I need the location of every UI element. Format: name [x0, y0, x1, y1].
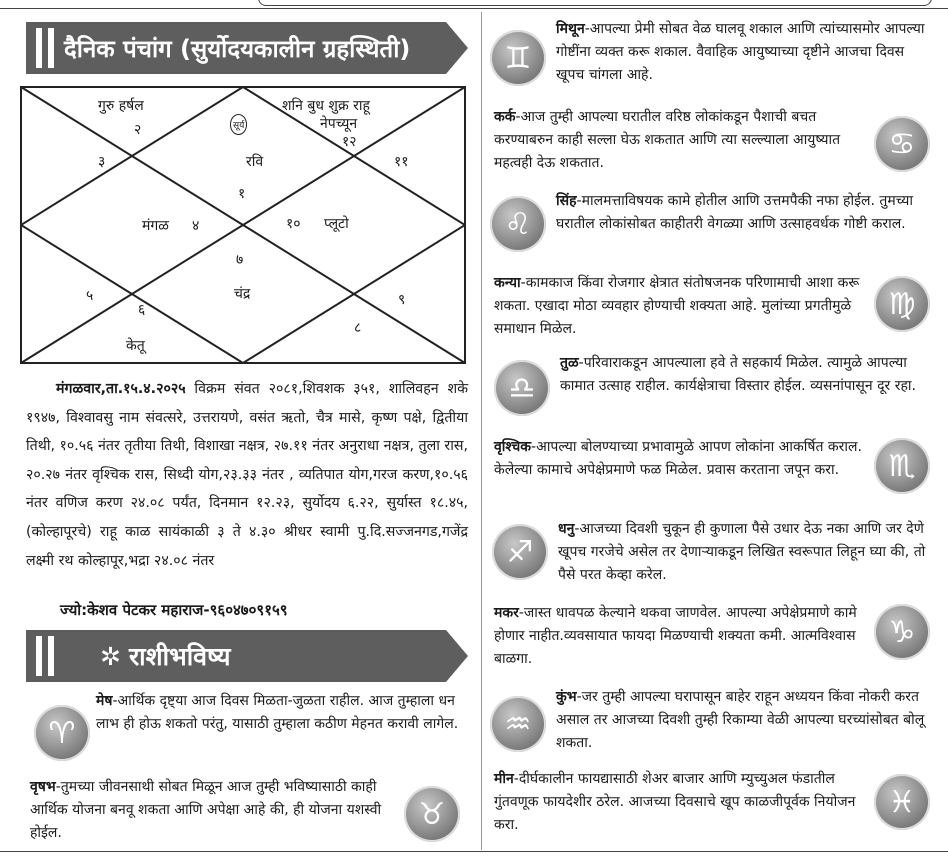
chart-chandra: चंद्र [234, 286, 251, 302]
rashi-name: वृश्चिक [494, 439, 532, 455]
rashi-text: आपल्या बोलण्याच्या प्रभावामुळे आपण लोकांना आकर्षित कराल. केलेल्या कामाचे अपेक्षेप्रमाणे फळ मिळेल. प्रवास करताना जपून करा. [494, 439, 862, 478]
chart-mangal: मंगळ [142, 218, 169, 234]
rashi-name: मीन [494, 771, 514, 787]
panchang-banner [26, 22, 446, 74]
rashi-mesh: मेष-आर्थिक दृष्ट्या आज दिवस मिळता-जुळता राहील. आज तुम्हाला धन लाभ ही होऊ शकतो परंतु, यासाठी तुम्हाला कठीण मेहनत करावी लागेल. [96, 693, 459, 732]
water-bearer-icon: ♒ [490, 696, 546, 752]
rashi-text: मालमत्ताविषयक कामे होतील आणि उत्तमपैकी नफा होईल. तुमच्या घरातील लोकांसोबत काहीतरी वेगळ्या आणि उत्साहवर्धक गोष्टी कराल. [556, 193, 914, 232]
lion-icon: ♌ [490, 196, 546, 252]
chart-house-2: २ [134, 122, 142, 138]
scorpion-icon: ♏ [874, 438, 930, 494]
chart-ketu: केतू [126, 338, 145, 354]
chart-ravi: रवि [246, 154, 264, 170]
rashi-banner [26, 630, 446, 682]
fish-icon: ♓ [874, 774, 930, 830]
chart-house-6: ६ [138, 302, 146, 318]
rashi-name: तुळ [560, 355, 579, 371]
rashi-tul: तुळ-परिवाराकडून आपल्याला हवे ते सहकार्य मिळेल. त्यामुळे आपल्या कामात उत्साह राहील. कार्यक्षेत्राचा विस्तार होईल. व्यसनांपासून दूर रहा. [560, 355, 916, 394]
chart-house-8: ८ [354, 320, 362, 336]
column-divider [481, 12, 482, 850]
rashi-meen: मीन-दीर्घकालीन फायद्यासाठी शेअर बाजार आणि म्युच्युअल फंडातील गुंतवणूक फायदेशीर ठरेल. आजच्या दिवसाचे खूप काळजीपूर्वक नियोजन करा. [494, 771, 856, 833]
rashi-sinh: सिंह-मालमत्ताविषयक कामे होतील आणि उत्तमपैकी नफा होईल. तुमच्या घरातील लोकांसोबत काहीतरी वेगळ्या आणि उत्साहवर्धक गोष्टी कराल. [556, 193, 914, 232]
chart-pluto: प्लूटो [324, 216, 349, 232]
rashi-text: तुमच्या जीवनसाथी सोबत मिळून आज तुम्ही भविष्यासाठी काही आर्थिक योजना बनवू शकता आणि अपेक्षा आहे की, ही योजना यशस्वी होईल. [30, 779, 382, 841]
chart-house-5: ५ [86, 288, 94, 304]
scales-icon: ♎ [494, 360, 550, 416]
rashi-name: वृषभ [30, 779, 56, 795]
chart-house-1: १ [238, 186, 246, 202]
chart-top-right-planets: शनि बुध शुक्र राहू [282, 98, 370, 114]
rashi-text: आजच्या दिवशी चुकून ही कुणाला पैसे उधार देऊ नका आणि जर देणे खूपच गरजेचे असेल तर देणाऱ्याकडून लिखित स्वरूपात लिहून घ्या की, तो पैसे परत केव्हा करेल. [558, 521, 926, 583]
rashi-kark: कर्क-आज तुम्ही आपल्या घरातील वरिष्ठ लोकांकडून पैशाची बचत करण्याबरुन काही सल्ला घेऊ शकतात आणि त्या सल्ल्याला आयुष्यात महत्वही देऊ शकतात. [494, 109, 841, 171]
panchang-heading: दैनिक पंचांग (सुर्योदयकालीन ग्रहस्थिती) [64, 34, 411, 63]
ram-icon: ♈ [34, 705, 90, 761]
bottom-rule [0, 851, 948, 852]
panchang-date: मंगळवार,ता.१५.४.२०२५ [56, 381, 186, 397]
archer-icon: ♐ [492, 524, 548, 580]
rashi-name: सिंह [556, 193, 577, 209]
rashi-name: कर्क [494, 109, 516, 125]
rashi-text: परिवाराकडून आपल्याला हवे ते सहकार्य मिळेल. त्यामुळे आपल्या कामात उत्साह राहील. कार्यक्षेत्राचा विस्तार होईल. व्यसनांपासून दूर रहा. [560, 355, 916, 394]
chart-top-left-planets: गुरु हर्षल [98, 98, 144, 114]
chart-house-9: ९ [398, 292, 406, 308]
rashi-heading: राशीभविष्य [128, 642, 231, 671]
bull-icon: ♉ [404, 786, 460, 842]
rashi-text: जर तुम्ही आपल्या घरापासून बाहेर राहून अध्ययन किंवा नोकरी करत असाल तर आजच्या दिवशी तुम्ही रिकाम्या वेळी आपल्या घरच्यांसोबत बोलू शकता. [556, 689, 925, 751]
chart-house-10: १० [286, 216, 301, 232]
rashi-name: मिथून [556, 21, 585, 37]
rashi-mithun: मिथून-आपल्या प्रेमी सोबत वेळ घालवू शकाल आणि त्यांच्यासमोर आपल्या गोष्टींना व्यक्त करू शकाल. वैवाहिक आयुष्याच्या दृष्टीने आजचा दिवस खूपच चांगला आहे. [556, 21, 925, 83]
banner-bars [36, 636, 54, 676]
rashi-text: जास्त धावपळ केल्याने थकवा जाणवेल. आपल्या अपेक्षेप्रमाणे कामे होणार नाहीत.व्यवसायात फायदा मिळण्याची शक्यता कमी. आत्मविश्वास बाळगा. [494, 605, 857, 667]
rashi-vrishabh: वृषभ-तुमच्या जीवनसाथी सोबत मिळून आज तुम्ही भविष्यासाठी काही आर्थिक योजना बनवू शकता आणि अपेक्षा आहे की, ही योजना यशस्वी होईल. [30, 779, 382, 841]
rashi-name: कन्या [494, 275, 521, 291]
top-frame [258, 0, 932, 6]
rashi-name: कुंभ [556, 689, 577, 705]
rashi-kumbh: कुंभ-जर तुम्ही आपल्या घरापासून बाहेर राहून अध्ययन किंवा नोकरी करत असाल तर आजच्या दिवशी तुम्ही रिकाम्या वेळी आपल्या घरच्यांसोबत बोलू शकता. [556, 689, 925, 751]
panchang-paragraph [26, 375, 468, 575]
rashi-text: आपल्या प्रेमी सोबत वेळ घालवू शकाल आणि त्यांच्यासमोर आपल्या गोष्टींना व्यक्त करू शकाल. वैवाहिक आयुष्याच्या दृष्टीने आजचा दिवस खूपच चांगला आहे. [556, 21, 925, 83]
chart-house-4: ४ [192, 218, 200, 234]
rashi-text: कामकाज किंवा रोजगार क्षेत्रात संतोषजनक परिणामाची आशा करू शकता. एखादा मोठा व्यवहार होण्याची शक्यता आहे. मुलांच्या प्रगतीमुळे समाधान मिळेल. [494, 275, 860, 337]
chart-house-12: १२ [342, 134, 357, 150]
virgo-icon: ♍ [874, 276, 930, 332]
rashi-text: आर्थिक दृष्ट्या आज दिवस मिळता-जुळता राहील. आज तुम्हाला धन लाभ ही होऊ शकतो परंतु, यासाठी तुम्हाला कठीण मेहनत करावी लागेल. [96, 693, 459, 732]
rashi-text: आज तुम्ही आपल्या घरातील वरिष्ठ लोकांकडून पैशाची बचत करण्याबरुन काही सल्ला घेऊ शकतात आणि त्या सल्ल्याला आयुष्यात महत्वही देऊ शकतात. [494, 109, 841, 171]
sun-symbol-icon: सूर्य [230, 114, 247, 135]
chart-house-3: ३ [98, 154, 106, 170]
rashi-name: धनु [558, 521, 575, 537]
chart-house-11: ११ [394, 154, 409, 170]
banner-bars [36, 28, 54, 68]
rashi-name: मकर [494, 605, 519, 621]
rashi-kanya: कन्या-कामकाज किंवा रोजगार क्षेत्रात संतोषजनक परिणामाची आशा करू शकता. एखादा मोठा व्यवहार होण्याची शक्यता आहे. मुलांच्या प्रगतीमुळे समाधान मिळेल. [494, 275, 860, 337]
rashi-dhanu: धनु-आजच्या दिवशी चुकून ही कुणाला पैसे उधार देऊ नका आणि जर देणे खूपच गरजेचे असेल तर देणाऱ्याकडून लिखित स्वरूपात लिहून घ्या की, तो पैसे परत केव्हा करेल. [558, 521, 926, 583]
panchang-details: विक्रम संवत २०८१,शिवशक ३५१, शालिवहन शके १९४७, विश्वावसु नाम संवत्सरे, उत्तरायणे, वसंत ऋतो, चैत्र मासे, कृष्ण पक्षे, द्वितीया तिथी, १०.५६ नंतर तृतीया तिथी, विशाखा नक्षत्र, २७.११ नंतर अनुराधा नक्षत्र, तुला रास, २०.२७ नंतर वृश्चिक रास, सिध्दी योग,२३.३३ नंतर , व्यतिपात योग,गरज करण,१०.५६ नंतर वणिज करण २४.०८ पर्यंत, दिनमान १२.२३, सुर्योदय ६.२२, सुर्यास्त १८.४५,(कोल्हापूरचे) राहू काळ सायंकाळी ३ ते ४.३० श्रीधर स्वामी पु.दि.सज्जनगड,गजेंद्र लक्ष्मी रथ कोल्हापूर,भद्रा २४.०८ नंतर [26, 381, 468, 569]
chart-house-7: ७ [236, 252, 244, 268]
astrologer-credit: ज्यो:केशव पेटकर महाराज-९६०४७०९१५९ [60, 601, 288, 619]
twins-icon: ♊ [490, 30, 546, 86]
goat-icon: ♑ [874, 604, 930, 660]
rashi-vrishchik: वृश्चिक-आपल्या बोलण्याच्या प्रभावामुळे आपण लोकांना आकर्षित कराल. केलेल्या कामाचे अपेक्षेप्रमाणे फळ मिळेल. प्रवास करताना जपून करा. [494, 439, 862, 478]
kundali-chart [20, 86, 466, 364]
rashi-makar: मकर-जास्त धावपळ केल्याने थकवा जाणवेल. आपल्या अपेक्षेप्रमाणे कामे होणार नाहीत.व्यवसायात फायदा मिळण्याची शक्यता कमी. आत्मविश्वास बाळगा. [494, 605, 857, 667]
chart-neptune: नेपच्यून [320, 116, 358, 132]
rashi-name: मेष [96, 693, 113, 709]
rashi-text: दीर्घकालीन फायद्यासाठी शेअर बाजार आणि म्युच्युअल फंडातील गुंतवणूक फायदेशीर ठरेल. आजच्या दिवसाचे खूप काळजीपूर्वक नियोजन करा. [494, 771, 856, 833]
crab-icon: ♋ [874, 116, 930, 172]
rashi-star-icon: ✲ [100, 641, 121, 671]
